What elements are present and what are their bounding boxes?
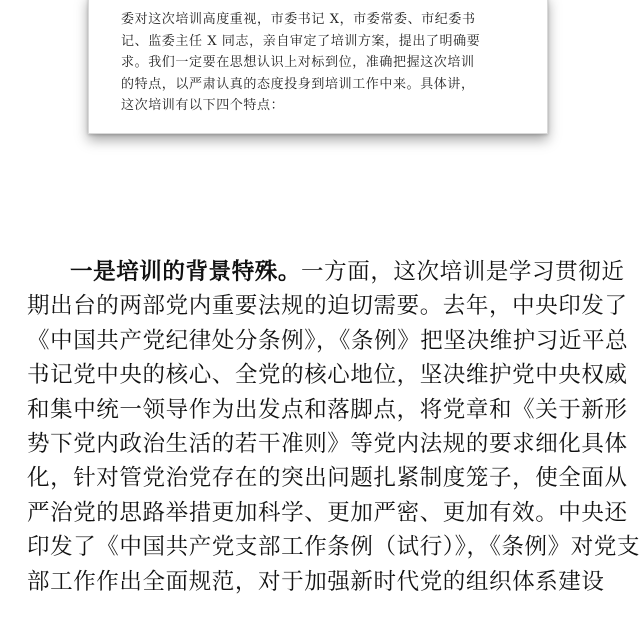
first-line-text: 一方面，这次培训是学习贯彻近 — [301, 259, 625, 285]
paragraph-line: 严治党的思路举措更加科学、更加严密、更加有效。中央还 — [27, 499, 628, 526]
quote-line: 求。我们一定要在思想认识上对标到位，准确把握这次培训 — [121, 55, 475, 70]
paragraph-line: 《中国共产党纪律处分条例》，《条例》把坚决维护习近平总 — [27, 327, 629, 354]
paragraph-line: 书记党中央的核心、全党的核心地位，坚决维护党中央权威 — [27, 362, 628, 389]
paragraph-line: 势下党内政治生活的若干准则》等党内法规的要求细化具体 — [27, 430, 628, 457]
quote-line: 委对这次培训高度重视，市委书记 X，市委常委、市纪委书 — [121, 12, 476, 27]
quote-card — [88, 0, 548, 134]
quote-line: 这次培训有以下四个特点： — [121, 98, 285, 113]
article-body — [27, 255, 640, 599]
paragraph-line: 印发了《中国共产党支部工作条例（试行）》，《条例》对党支 — [27, 534, 640, 561]
paragraph-line: 和集中统一领导作为出发点和落脚点，将党章和《关于新形 — [27, 396, 628, 423]
quote-line: 的特点，以严肃认真的态度投身到培训工作中来。具体讲， — [121, 76, 475, 92]
paragraph-line: 化，针对管党治党存在的突出问题扎紧制度笼子，使全面从 — [27, 465, 628, 492]
section-heading: 一是培训的背景特殊。 — [70, 259, 302, 285]
paragraph-first-line — [27, 255, 627, 289]
paragraph-line: 期出台的两部党内重要法规的迫切需要。去年，中央印发了 — [27, 293, 628, 320]
quote-line: 记、监委主任 X 同志，亲自审定了培训方案，提出了明确要 — [121, 33, 481, 49]
paragraph-line: 部工作作出全面规范，对于加强新时代党的组织体系建设 — [27, 568, 605, 595]
